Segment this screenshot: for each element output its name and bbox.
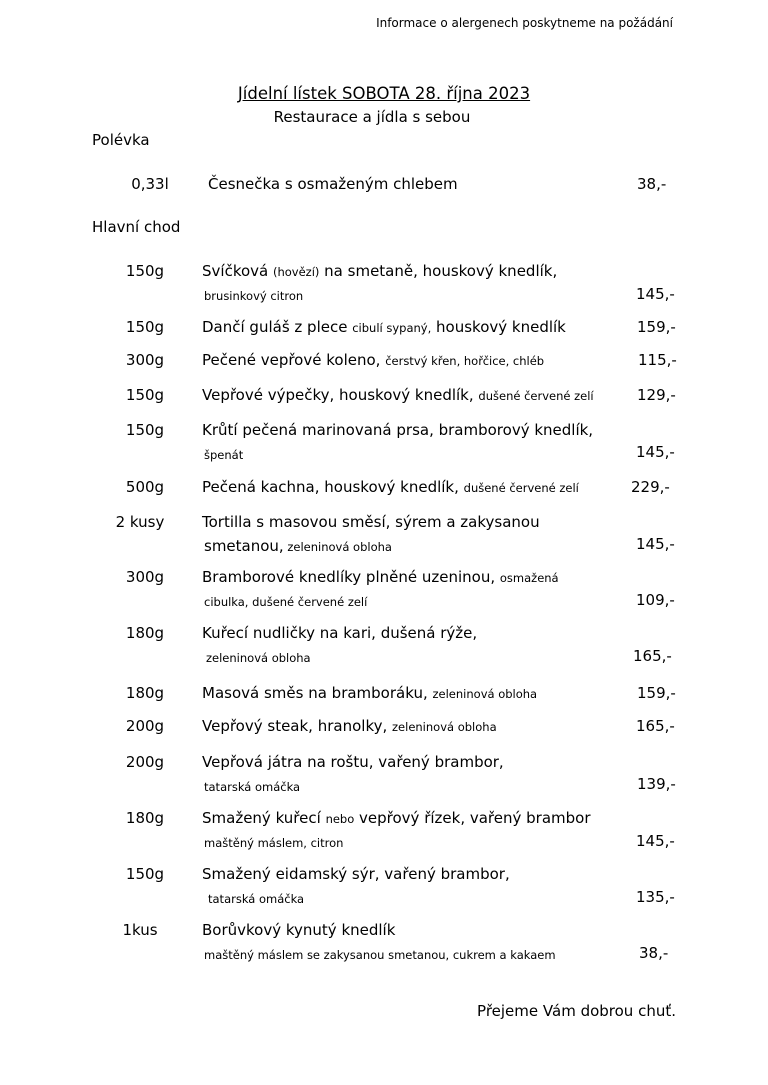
item-price: 38,- [639, 944, 669, 962]
item-qty: 200g [125, 717, 165, 735]
item-price: 129,- [637, 386, 676, 404]
item-name-main: Masová směs na bramboráku, [202, 684, 433, 702]
item-side [206, 647, 311, 666]
item-qty: 500g [125, 478, 165, 496]
item-name [202, 478, 579, 496]
item-name-note: (hovězí) [272, 265, 320, 279]
item-qty: 150g [125, 865, 165, 883]
item-qty: 200g [125, 753, 165, 771]
item-qty: 180g [125, 624, 165, 642]
item-name-rest: vepřový řízek, vařený brambor [354, 809, 591, 827]
item-name-note: zeleninová obloha [392, 720, 497, 734]
item-name-main: Smažený eidamský sýr, vařený brambor, [202, 865, 510, 883]
item-price: 229,- [631, 478, 670, 496]
item-name-note: čerstvý křen, hořčice, chléb [385, 354, 545, 368]
item-side [204, 832, 343, 851]
item-side-note: tatarská omáčka [208, 892, 305, 906]
item-name-rest: na smetaně, houskový knedlík, [319, 262, 558, 280]
allergen-note: Informace o alergenech poskytneme na požádání [376, 16, 673, 30]
main-course-heading: Hlavní chod [92, 218, 181, 236]
item-name [202, 624, 477, 642]
item-name [202, 717, 497, 735]
item-name [202, 809, 591, 827]
item-price: 139,- [637, 775, 676, 793]
item-side-note: špenát [204, 448, 244, 462]
item-name [202, 921, 395, 939]
item-price: 145,- [636, 832, 675, 850]
item-name [202, 753, 504, 771]
item-side [204, 444, 243, 463]
menu-title-text: Jídelní lístek SOBOTA 28. října 2023 [237, 84, 531, 103]
item-qty: 150g [125, 386, 165, 404]
item-side-note: brusinkový citron [204, 289, 304, 303]
item-side [204, 591, 367, 610]
item-side [204, 285, 303, 304]
item-name-note: dušené červené zelí [478, 389, 594, 403]
item-name [202, 513, 540, 531]
soup-price: 38,- [637, 175, 667, 193]
soup-heading: Polévka [92, 131, 150, 149]
item-name [202, 351, 544, 369]
item-side [204, 944, 556, 963]
item-name [202, 421, 593, 439]
closing-note: Přejeme Vám dobrou chuť. [477, 1002, 676, 1020]
item-qty: 2 kusy [115, 513, 165, 531]
item-name-rest: houskový knedlík [431, 318, 566, 336]
item-name-note: osmažená [499, 571, 559, 585]
item-side [208, 888, 304, 907]
item-name-main: Vepřové výpečky, houskový knedlík, [202, 386, 479, 404]
item-name [202, 262, 557, 280]
item-qty: 180g [125, 684, 165, 702]
item-qty: 300g [125, 568, 165, 586]
item-name-main: Vepřová játra na roštu, vařený brambor, [202, 753, 504, 771]
item-price: 165,- [633, 647, 672, 665]
item-qty: 300g [125, 351, 165, 369]
item-qty: 180g [125, 809, 165, 827]
item-price: 145,- [636, 285, 675, 303]
item-qty: 150g [125, 262, 165, 280]
item-side-note: tatarská omáčka [204, 780, 301, 794]
item-qty: 150g [125, 318, 165, 336]
item-side-main: smetanou, [204, 537, 284, 555]
item-price: 135,- [636, 888, 675, 906]
item-name [202, 318, 566, 336]
menu-subtitle: Restaurace a jídla s sebou [273, 108, 471, 126]
item-name-note: nebo [325, 812, 355, 826]
item-qty: 150g [125, 421, 165, 439]
item-name-main: Dančí guláš z plece [202, 318, 353, 336]
item-name-main: Borůvkový kynutý knedlík [202, 921, 396, 939]
item-name-main: Pečená kachna, houskový knedlík, [202, 478, 464, 496]
item-side-note: zeleninová obloha [283, 540, 392, 554]
item-side-note: maštěný máslem se zakysanou smetanou, cukrem a kakaem [204, 948, 556, 962]
item-side-note: zeleninová obloha [206, 651, 311, 665]
menu-title [0, 84, 768, 103]
item-name-main: Vepřový steak, hranolky, [202, 717, 393, 735]
item-name-note: zeleninová obloha [432, 687, 538, 701]
item-name [202, 865, 510, 883]
item-side [204, 776, 300, 795]
item-name-main: Smažený kuřecí [202, 809, 326, 827]
soup-name: Česnečka s osmaženým chlebem [208, 175, 458, 193]
item-name-main: Kuřecí nudličky na kari, dušená rýže, [202, 624, 478, 642]
item-name-main: Krůtí pečená marinovaná prsa, bramborový knedlík, [202, 421, 594, 439]
item-name-main: Tortilla s masovou směsí, sýrem a zakysanou [202, 513, 540, 531]
item-name-note: cibulí sypaný, [352, 321, 432, 335]
item-qty: 1kus [122, 921, 158, 939]
item-name [202, 568, 559, 586]
soup-qty: 0,33l [131, 175, 169, 193]
item-name-main: Svíčková [202, 262, 273, 280]
item-name [202, 684, 537, 702]
item-side-note: cibulka, dušené červené zelí [204, 595, 368, 609]
item-price: 159,- [637, 684, 676, 702]
item-price: 159,- [637, 318, 676, 336]
item-name-note: dušené červené zelí [463, 481, 579, 495]
item-name [202, 386, 594, 404]
item-side-note: maštěný máslem, citron [204, 836, 344, 850]
item-price: 115,- [638, 351, 677, 369]
item-name-main: Pečené vepřové koleno, [202, 351, 386, 369]
item-price: 145,- [636, 535, 675, 553]
item-name-main: Bramborové knedlíky plněné uzeninou, [202, 568, 500, 586]
item-price: 145,- [636, 443, 675, 461]
item-price: 165,- [636, 717, 675, 735]
item-side [204, 536, 392, 555]
item-price: 109,- [636, 591, 675, 609]
